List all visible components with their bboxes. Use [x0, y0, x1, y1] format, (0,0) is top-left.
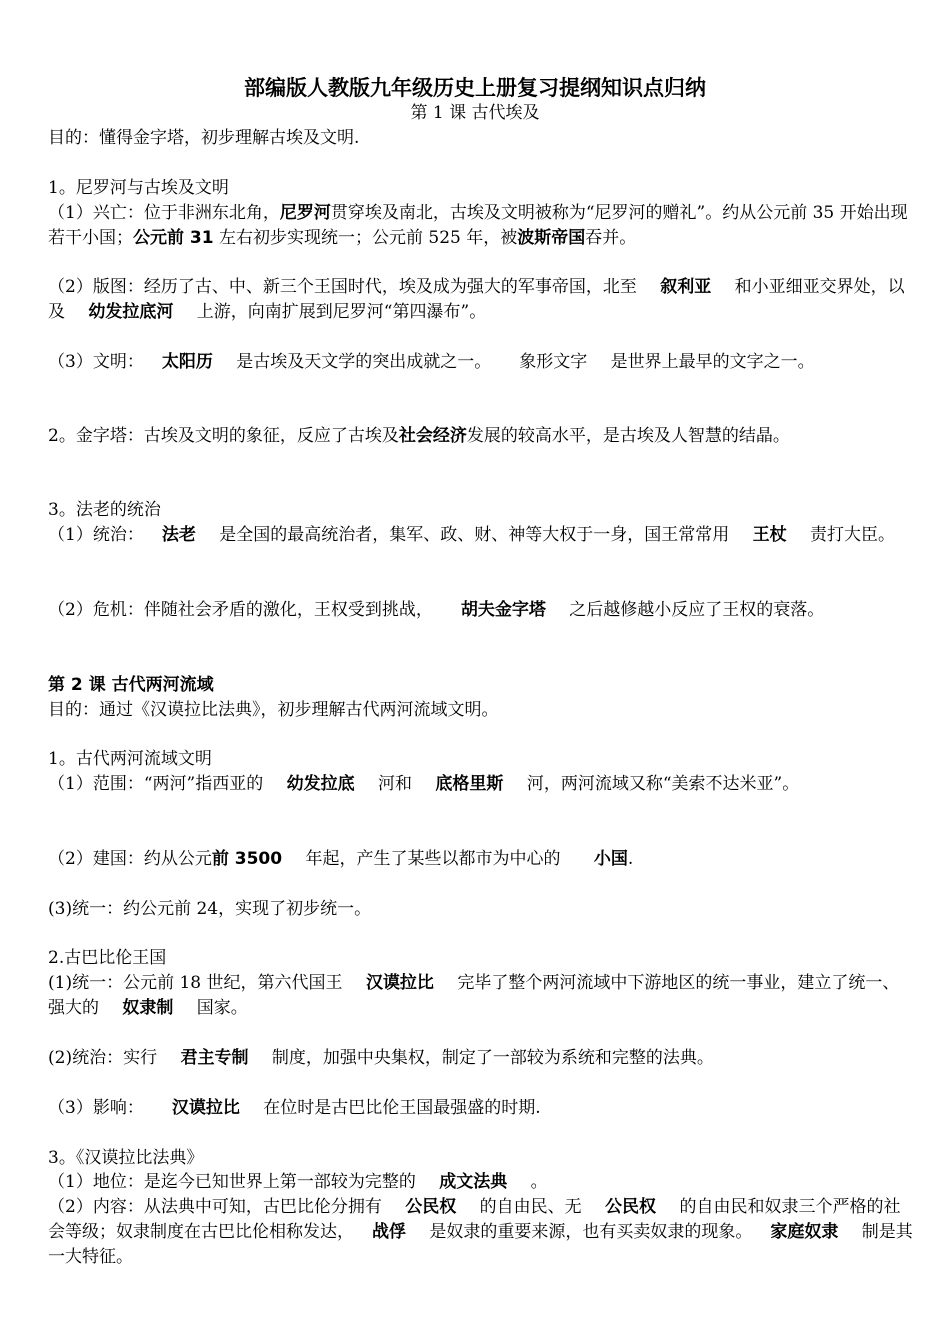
keyword: 尼罗河 — [279, 203, 331, 223]
text-run: 象形文字 — [519, 352, 588, 372]
text-run: (1)统一：公元前 18 世纪，第六代国王 — [48, 973, 348, 993]
text-run: 国家。 — [191, 998, 248, 1018]
text-run: （3）影响： — [48, 1098, 144, 1118]
lesson1-section3-title: 3。法老的统治 — [48, 500, 161, 520]
keyword: 太阳历 — [161, 352, 213, 372]
text-run: 的自由民、无 — [474, 1197, 588, 1217]
text-run: （1）统治： — [48, 525, 144, 545]
keyword: 公元前 31 — [133, 228, 214, 248]
text-run: 责打大臣。 — [804, 525, 896, 545]
lesson2-section2-title: 2.古巴比伦王国 — [48, 948, 167, 968]
lesson1-s1-3 — [48, 350, 914, 375]
lesson2-s2-3 — [48, 1096, 914, 1121]
document-title: 部编版人教版九年级历史上册复习提纲知识点归纳 — [244, 76, 706, 100]
text-run: 吞并。 — [585, 228, 637, 248]
lesson1-s1-1 — [48, 201, 914, 251]
keyword: 君主专制 — [180, 1048, 249, 1068]
keyword: 奴隶制 — [122, 998, 174, 1018]
lesson2-section1-title: 1。古代两河流域文明 — [48, 749, 212, 769]
lesson1-heading: 第 1 课 古代埃及 — [410, 103, 540, 123]
text-run: （1）地位：是迄今已知世界上第一部较为完整的 — [48, 1172, 422, 1192]
text-run: 制度，加强中央集权，制定了一部较为系统和完整的法典。 — [266, 1048, 714, 1068]
keyword: 公民权 — [605, 1197, 657, 1217]
keyword: 小国 — [593, 849, 628, 869]
lesson2-s3-1 — [48, 1170, 914, 1195]
keyword: 汉谟拉比 — [171, 1098, 240, 1118]
text-run: 发展的较高水平，是古埃及人智慧的结晶。 — [466, 426, 790, 446]
text-run: （3）文明： — [48, 352, 144, 372]
keyword: 胡夫金字塔 — [460, 600, 546, 620]
keyword: 家庭奴隶 — [770, 1222, 839, 1242]
text-run: （1）范围：“两河”指西亚的 — [48, 774, 269, 794]
text-run: 河和 — [372, 774, 418, 794]
keyword: 幼发拉底 — [286, 774, 355, 794]
lesson2-heading: 第 2 课 古代两河流域 — [48, 675, 214, 695]
text-run: 在位时是古巴比伦王国最强盛的时期. — [257, 1098, 541, 1118]
text-run: 。 — [525, 1172, 548, 1192]
keyword: 叙利亚 — [660, 277, 712, 297]
keyword: 前 3500 — [211, 849, 283, 869]
text-run: 的自由民和奴隶三个严格的社会等级；奴隶制度在古巴比伦相称发达， — [48, 1197, 901, 1242]
text-run: . — [627, 849, 634, 869]
lesson2-s2-1 — [48, 971, 914, 1021]
keyword: 幼发拉底河 — [88, 302, 174, 322]
lesson2-s2-2 — [48, 1046, 914, 1071]
text-run: 是奴隶的重要来源，也有买卖奴隶的现象。 — [424, 1222, 753, 1242]
lesson2-aim: 目的：通过《汉谟拉比法典》，初步理解古代两河流域文明。 — [48, 700, 499, 720]
keyword: 底格里斯 — [435, 774, 504, 794]
keyword: 战俘 — [372, 1222, 406, 1242]
text-run: 之后越修越小反应了王权的衰落。 — [563, 600, 825, 620]
lesson2-s1-2 — [48, 847, 914, 872]
keyword: 波斯帝国 — [517, 228, 586, 248]
text-run: 贯穿埃及南北，古埃及文明被称为“尼罗河的赠礼”。约从公元前 35 开始出现若干小国； — [48, 203, 908, 248]
keyword: 汉谟拉比 — [365, 973, 434, 993]
keyword: 公民权 — [405, 1197, 457, 1217]
lesson1-section1-title: 1。尼罗河与古埃及文明 — [48, 178, 229, 198]
text-run: 是古埃及天文学的突出成就之一。 — [230, 352, 492, 372]
keyword: 法老 — [161, 525, 196, 545]
text-run: （1）兴亡：位于非洲东北角， — [48, 203, 280, 223]
text-run: 河，两河流域又称“美索不达米亚”。 — [521, 774, 800, 794]
keyword: 成文法典 — [439, 1172, 508, 1192]
lesson2-s1-1 — [48, 772, 914, 797]
keyword: 王杖 — [752, 525, 787, 545]
lesson1-s1-2 — [48, 275, 914, 325]
lesson2-s3-2 — [48, 1195, 914, 1270]
text-run: 和小亚细亚交界处，以及 — [48, 277, 905, 322]
lesson2-section3-title: 3。《汉谟拉比法典》 — [48, 1148, 204, 1168]
text-run: 年起，产生了某些以都市为中心的 — [300, 849, 566, 869]
text-run: (2)统治：实行 — [48, 1048, 163, 1068]
text-run: 是全国的最高统治者，集军、政、财、神等大权于一身，国王常常用 — [213, 525, 735, 545]
lesson1-aim: 目的：懂得金字塔，初步理解古埃及文明. — [48, 128, 360, 148]
text-run: 完毕了整个两河流域中下游地区的统一事业，建立了统一、强大的 — [48, 973, 900, 1018]
text-run: 左右初步实现统一；公元前 525 年，被 — [213, 228, 518, 248]
text-run: 上游，向南扩展到尼罗河“第四瀑布”。 — [191, 302, 487, 322]
lesson1-s3-1 — [48, 523, 914, 548]
text-run: 2。金字塔：古埃及文明的象征，反应了古埃及 — [48, 426, 399, 446]
text-run: （2）危机：伴随社会矛盾的激化，王权受到挑战， — [48, 600, 433, 620]
text-run: 是世界上最早的文字之一。 — [605, 352, 815, 372]
keyword: 社会经济 — [398, 426, 467, 446]
text-run: （2）版图：经历了古、中、新三个王国时代，埃及成为强大的军事帝国，北至 — [48, 277, 643, 297]
text-run: 制是其一大特征。 — [48, 1222, 913, 1267]
text-run: （2）建国：约从公元 — [48, 849, 212, 869]
text-run: （2）内容：从法典中可知，古巴比伦分拥有 — [48, 1197, 388, 1217]
lesson1-s2 — [48, 424, 914, 449]
lesson1-s3-2 — [48, 598, 914, 623]
lesson2-s1-3: (3)统一：约公元前 24，实现了初步统一。 — [48, 899, 372, 919]
